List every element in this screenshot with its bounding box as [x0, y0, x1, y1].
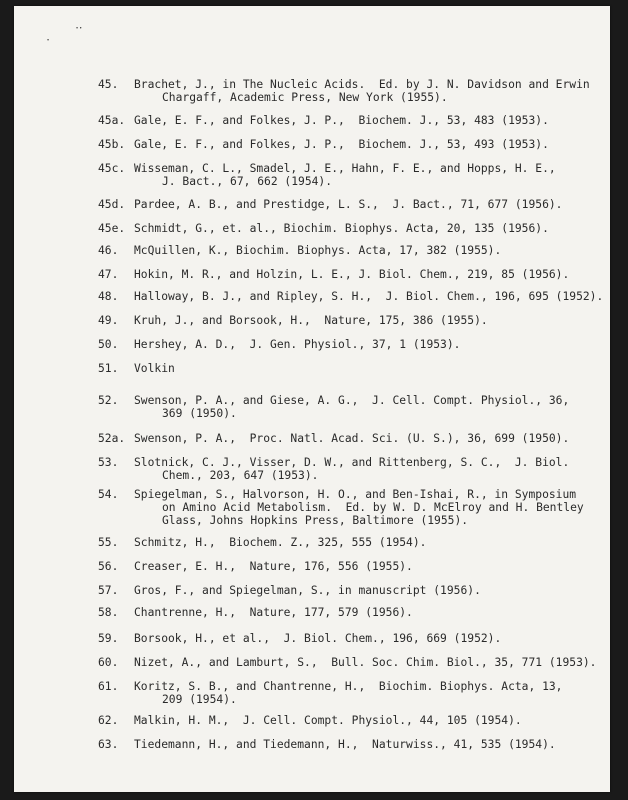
reference-text: Chantrenne, H., Nature, 177, 579 (1956).	[134, 606, 413, 619]
reference-text: Volkin	[134, 362, 175, 375]
reference-text: Koritz, S. B., and Chantrenne, H., Biochim. Biophys. Acta, 13,	[134, 680, 563, 693]
reference-number: 57.	[98, 584, 119, 597]
reference-text: Hokin, M. R., and Holzin, L. E., J. Biol. Chem., 219, 85 (1956).	[134, 268, 570, 281]
reference-text: Schmidt, G., et. al., Biochim. Biophys. Acta, 20, 135 (1956).	[134, 222, 549, 235]
reference-text: Wisseman, C. L., Smadel, J. E., Hahn, F. E., and Hopps, H. E.,	[134, 162, 556, 175]
reference-text: Brachet, J., in The Nucleic Acids. Ed. by J. N. Davidson and Erwin	[134, 78, 590, 91]
reference-number: 52a.	[98, 432, 126, 445]
reference-number: 61.	[98, 680, 119, 693]
reference-text: Gale, E. F., and Folkes, J. P., Biochem. J., 53, 493 (1953).	[134, 138, 549, 151]
speck-mark: •	[47, 38, 50, 44]
reference-text: Gale, E. F., and Folkes, J. P., Biochem. J., 53, 483 (1953).	[134, 114, 549, 127]
reference-text: Tiedemann, H., and Tiedemann, H., Naturwiss., 41, 535 (1954).	[134, 738, 556, 751]
reference-text: Slotnick, C. J., Visser, D. W., and Rittenberg, S. C., J. Biol.	[134, 456, 570, 469]
reference-number: 51.	[98, 362, 119, 375]
reference-text-continuation: J. Bact., 67, 662 (1954).	[162, 175, 333, 188]
reference-number: 45a.	[98, 114, 126, 127]
reference-text-continuation: Chem., 203, 647 (1953).	[162, 469, 319, 482]
reference-number: 52.	[98, 394, 119, 407]
reference-text: Spiegelman, S., Halvorson, H. O., and Ben-Ishai, R., in Symposium	[134, 488, 577, 501]
reference-number: 54.	[98, 488, 119, 501]
reference-text: Halloway, B. J., and Ripley, S. H., J. Biol. Chem., 196, 695 (1952).	[134, 290, 604, 303]
reference-number: 45e.	[98, 222, 126, 235]
reference-text: Pardee, A. B., and Prestidge, L. S., J. Bact., 71, 677 (1956).	[134, 198, 563, 211]
reference-number: 62.	[98, 714, 119, 727]
reference-number: 63.	[98, 738, 119, 751]
reference-number: 59.	[98, 632, 119, 645]
reference-number: 60.	[98, 656, 119, 669]
reference-text: Hershey, A. D., J. Gen. Physiol., 37, 1 (1953).	[134, 338, 461, 351]
reference-number: 55.	[98, 536, 119, 549]
reference-number: 58.	[98, 606, 119, 619]
reference-number: 48.	[98, 290, 119, 303]
speck-mark: • •	[76, 26, 82, 32]
reference-number: 49.	[98, 314, 119, 327]
reference-text: Nizet, A., and Lamburt, S., Bull. Soc. Chim. Biol., 35, 771 (1953).	[134, 656, 597, 669]
reference-text: Kruh, J., and Borsook, H., Nature, 175, 386 (1955).	[134, 314, 488, 327]
reference-text: Schmitz, H., Biochem. Z., 325, 555 (1954).	[134, 536, 427, 549]
reference-text: Creaser, E. H., Nature, 176, 556 (1955).	[134, 560, 413, 573]
reference-text: Borsook, H., et al., J. Biol. Chem., 196, 669 (1952).	[134, 632, 502, 645]
reference-number: 47.	[98, 268, 119, 281]
reference-number: 45.	[98, 78, 119, 91]
reference-number: 45b.	[98, 138, 126, 151]
reference-text: McQuillen, K., Biochim. Biophys. Acta, 17, 382 (1955).	[134, 244, 502, 257]
reference-text: Gros, F., and Spiegelman, S., in manuscript (1956).	[134, 584, 481, 597]
reference-number: 45d.	[98, 198, 126, 211]
reference-text-continuation: 209 (1954).	[162, 693, 237, 706]
reference-number: 50.	[98, 338, 119, 351]
reference-text: Malkin, H. M., J. Cell. Compt. Physiol., 44, 105 (1954).	[134, 714, 522, 727]
reference-text-continuation: 369 (1950).	[162, 407, 237, 420]
reference-text-continuation: Glass, Johns Hopkins Press, Baltimore (1955).	[162, 514, 469, 527]
reference-number: 46.	[98, 244, 119, 257]
document-page	[14, 6, 610, 792]
reference-text: Swenson, P. A., and Giese, A. G., J. Cell. Compt. Physiol., 36,	[134, 394, 570, 407]
reference-number: 45c.	[98, 162, 126, 175]
reference-text: Swenson, P. A., Proc. Natl. Acad. Sci. (U. S.), 36, 699 (1950).	[134, 432, 570, 445]
reference-text-continuation: on Amino Acid Metabolism. Ed. by W. D. McElroy and H. Bentley	[162, 501, 584, 514]
reference-text-continuation: Chargaff, Academic Press, New York (1955).	[162, 91, 448, 104]
reference-number: 56.	[98, 560, 119, 573]
reference-number: 53.	[98, 456, 119, 469]
